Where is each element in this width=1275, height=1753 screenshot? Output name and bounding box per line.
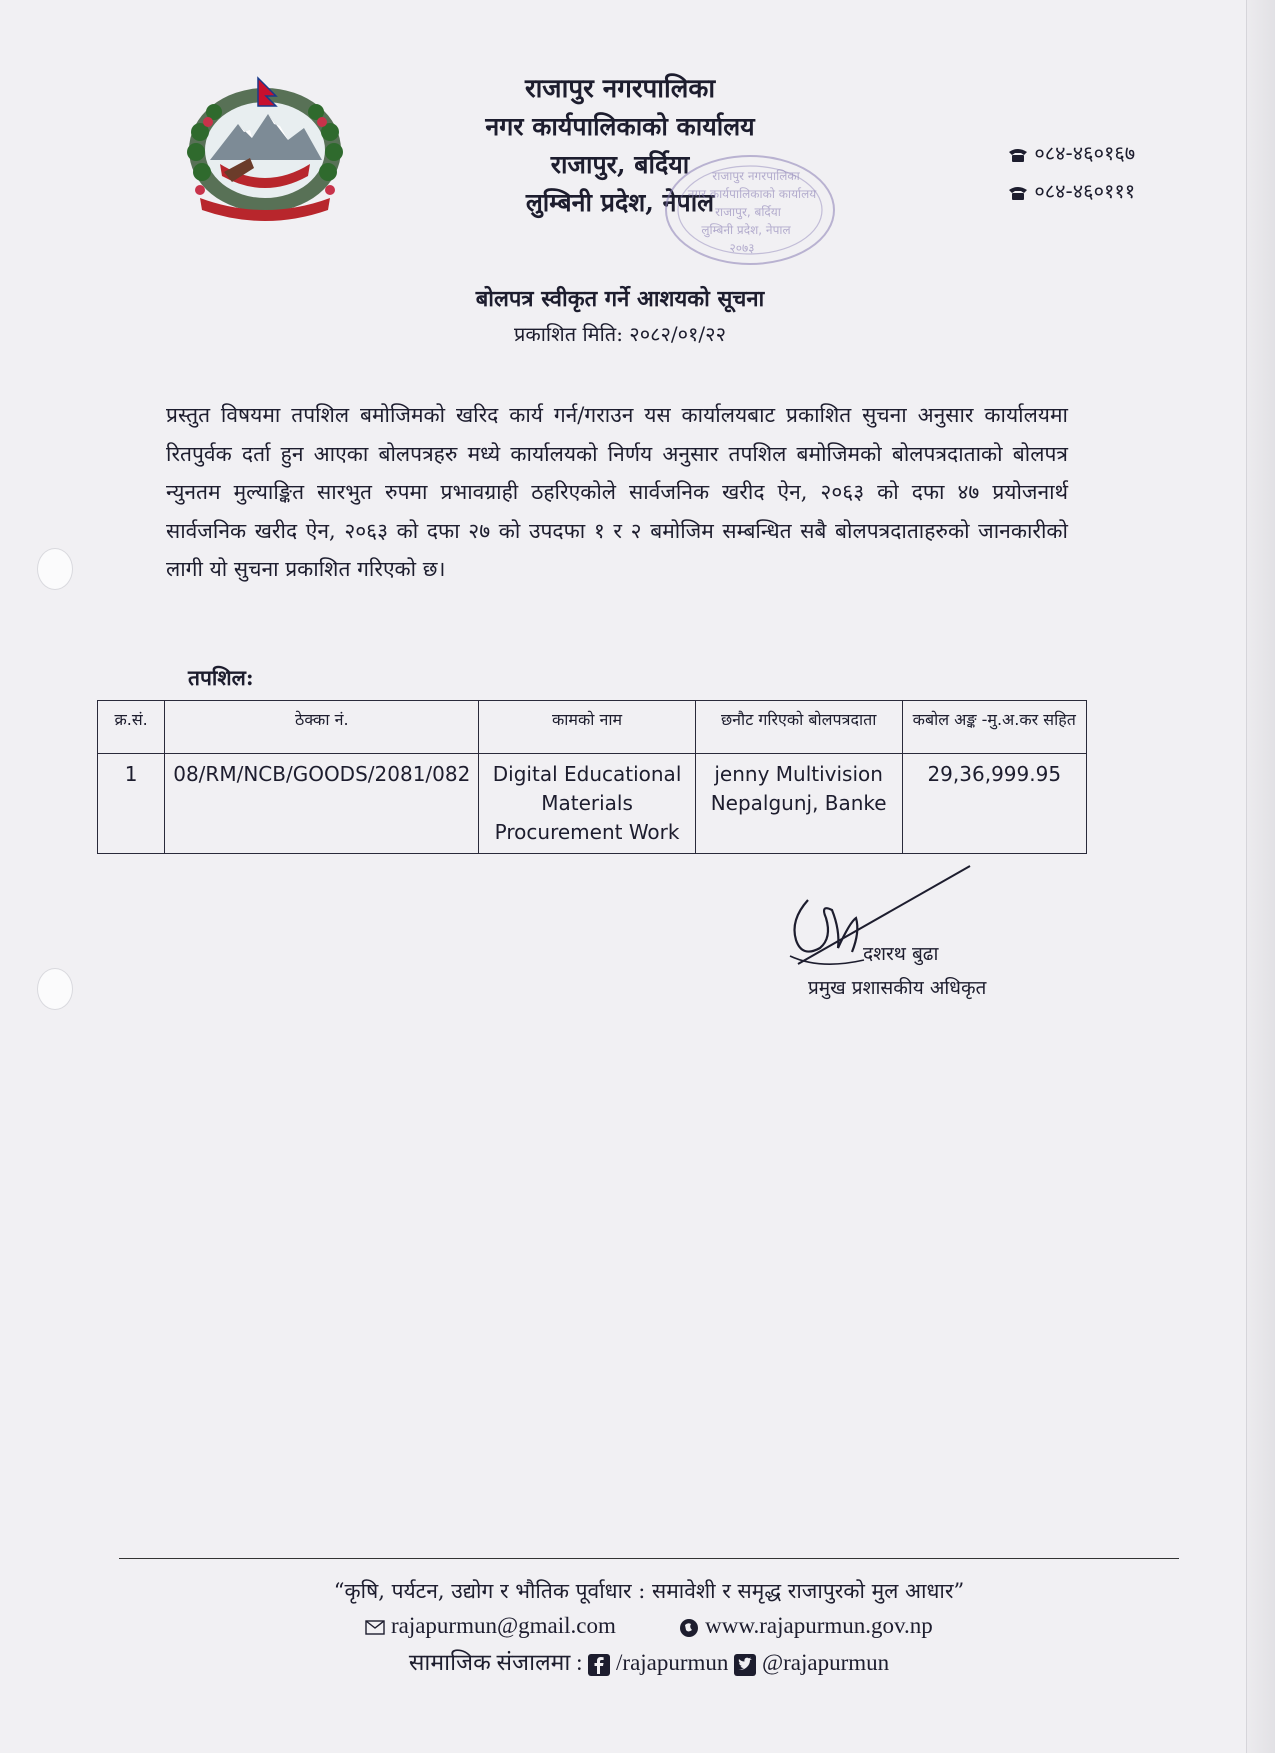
stamp-line: राजापुर, बर्दिया xyxy=(715,205,781,219)
work-name: Digital Educational Materials Procurement Work xyxy=(479,754,695,854)
column-header: कबोल अङ्क -मु.अ.कर सहित xyxy=(902,701,1087,754)
website-link[interactable]: www.rajapurmun.gov.np xyxy=(705,1613,933,1638)
twitter-icon xyxy=(734,1654,756,1676)
office-name: नगर कार्यपालिकाको कार्यालय xyxy=(485,112,755,141)
footer-slogan: “कृषि, पर्यटन, उद्योग र भौतिक पूर्वाधार : समावेशी र समृद्ध राजापुरको मुल आधार” xyxy=(333,1579,965,1603)
bid-amount: 29,36,999.95 xyxy=(902,754,1087,854)
serial-number: 1 xyxy=(98,754,165,854)
punch-hole xyxy=(37,548,73,590)
contact-row xyxy=(119,1608,1179,1644)
municipality-name: राजापुर नगरपालिका xyxy=(524,74,716,104)
selected-bidder: jenny Multivision Nepalgunj, Banke xyxy=(695,754,902,854)
footer-divider xyxy=(119,1558,1179,1559)
footer xyxy=(119,1574,1179,1682)
column-header: कामको नाम xyxy=(479,701,695,754)
office-stamp xyxy=(660,150,840,270)
email-link[interactable]: rajapurmun@gmail.com xyxy=(390,1613,616,1638)
stamp-line: २०७३ xyxy=(729,241,755,255)
stamp-line: नगर कार्यपालिकाको कार्यालय xyxy=(687,187,817,201)
column-header: ठेक्का नं. xyxy=(165,701,479,754)
phone-numbers xyxy=(1008,134,1135,210)
contract-number: 08/RM/NCB/GOODS/2081/082 xyxy=(165,754,479,854)
nepal-emblem-icon xyxy=(180,72,350,222)
phone-number: ०८४-४६०१११ xyxy=(1034,179,1136,203)
phone-number: ०८४-४६०१६७ xyxy=(1034,141,1136,165)
punch-hole xyxy=(37,968,73,1010)
paper-edge xyxy=(1246,0,1275,1753)
social-label: सामाजिक संजालमा : xyxy=(408,1650,583,1675)
phone-icon xyxy=(1008,185,1028,201)
stamp-line: लुम्बिनी प्रदेश, नेपाल xyxy=(701,223,791,237)
table-header-row xyxy=(98,701,1087,754)
office-province: लुम्बिनी प्रदेश, नेपाल xyxy=(525,188,715,217)
email-icon xyxy=(365,1620,385,1635)
globe-icon xyxy=(679,1618,699,1638)
facebook-handle[interactable]: /rajapurmun xyxy=(616,1650,729,1675)
phone-row xyxy=(1008,134,1135,172)
published-date: प्रकाशित मिति: २०८२/०१/२२ xyxy=(514,322,726,346)
schedule-label: तपशिल: xyxy=(188,665,254,690)
social-row xyxy=(119,1644,1179,1682)
phone-icon xyxy=(1008,147,1028,163)
twitter-handle[interactable]: @rajapurmun xyxy=(761,1650,890,1675)
notice-title: बोलपत्र स्वीकृत गर्ने आशयको सूचना xyxy=(475,286,765,312)
office-location: राजापुर, बर्दिया xyxy=(550,150,690,179)
signatory-designation: प्रमुख प्रशासकीय अधिकृत xyxy=(808,977,987,999)
tender-table xyxy=(97,700,1087,854)
facebook-icon xyxy=(588,1654,610,1676)
column-header: छनौट गरिएको बोलपत्रदाता xyxy=(695,701,902,754)
notice-heading xyxy=(300,282,940,350)
column-header: क्र.सं. xyxy=(98,701,165,754)
notice-body: प्रस्तुत विषयमा तपशिल बमोजिमको खरिद कार्य गर्न/गराउन यस कार्यालयबाट प्रकाशित सुचना अनुसार कार्यालयमा रितपुर्वक दर्ता हुन आएका बोलपत्रहरु मध्ये कार्यालयको निर्णय अनुसार तपशिल बमोजिमको बोलपत्रदाताको बोलपत्र न्युनतम मुल्याङ्कित सारभुत रुपमा प्रभावग्राही ठहरिएकोले सार्वजनिक खरीद ऐन, २०६३ को दफा ४७ प्रयोजनार्थ सार्वजनिक खरीद ऐन, २०६३ को दफा २७ को उपदफा १ र २ बमोजिम सम्बन्धित सबै बोलपत्रदाताहरुको जानकारीको लागी यो सुचना प्रकाशित गरिएको छ। xyxy=(166,403,1068,581)
table-row xyxy=(98,754,1087,854)
signatory-name: दशरथ बुढा xyxy=(863,943,939,965)
stamp-line: राजापुर नगरपालिका xyxy=(712,169,800,183)
phone-row xyxy=(1008,172,1135,210)
